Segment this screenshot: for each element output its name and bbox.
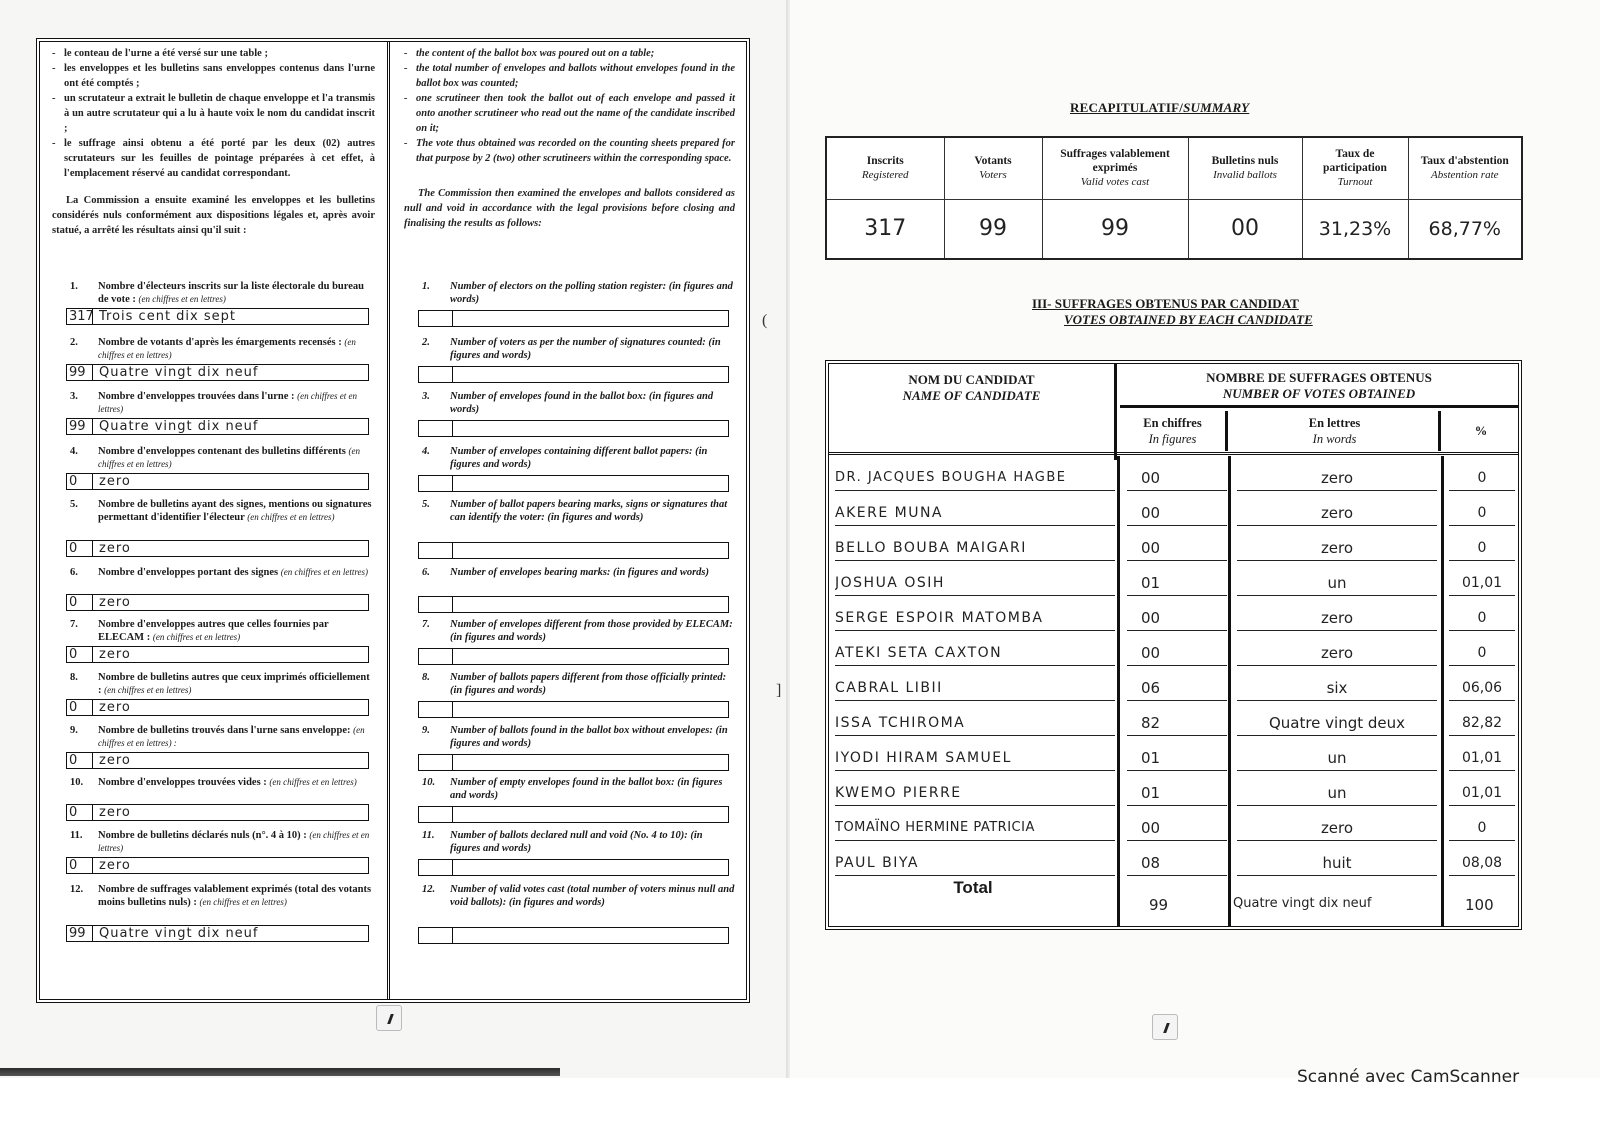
question-item: 10. Nombre d'enveloppes trouvées vides : (en chiffres et en lettres) 0 zero — [52, 776, 375, 789]
turnout-value: 31,23% — [1302, 199, 1408, 259]
question-item: 10. Number of empty envelopes found in the ballot box: (in figures and words) — [404, 776, 735, 802]
margin-mark: ( — [762, 312, 768, 329]
question-item: 12. Nombre de suffrages valablement exprimés (total des votants moins bulletins nuls) : (en chiffres et en lettres) 99 Quatre vingt dix neuf — [52, 883, 375, 909]
candidate-row: IYODI HIRAM SAMUEL 01 un 01,01 — [829, 740, 1518, 775]
bullet-item: - les enveloppes et les bulletins sans enveloppes contenus dans l'urne ont été comptés ; — [52, 63, 375, 89]
total-figure: 99 — [1149, 896, 1169, 914]
valid-votes-value: 99 — [1042, 199, 1188, 259]
header-candidate-name: NOM DU CANDIDAT NAME OF CANDIDATE — [829, 364, 1117, 460]
candidate-row: KWEMO PIERRE 01 un 01,01 — [829, 775, 1518, 810]
bullet-item: - le suffrage ainsi obtenu a été porté par les deux (02) autres scrutateurs sur les feuilles de pointage préparées à cet effet, à l'emplacement réservé au candidat correspondant. — [52, 138, 375, 179]
candidate-row: JOSHUA OSIH 01 un 01,01 — [829, 565, 1518, 600]
bullet-item: - the total number of envelopes and ballots without envelopes found in the ballot box was counted; — [404, 63, 735, 89]
header-votes-obtained: NOMBRE DE SUFFRAGES OBTENUS NUMBER OF VOTES OBTAINED — [1120, 364, 1518, 408]
question-item: 3. Number of envelopes found in the ballot box: (in figures and words) — [404, 390, 735, 416]
answer-field[interactable]: 0 zero — [66, 646, 369, 663]
answer-field[interactable]: 0 zero — [66, 857, 369, 874]
answer-field[interactable] — [418, 859, 729, 876]
answer-field[interactable] — [418, 596, 729, 613]
answer-field[interactable]: 0 zero — [66, 594, 369, 611]
answer-field[interactable] — [418, 927, 729, 944]
bullet-item: - The vote thus obtained was recorded on the counting sheets prepared for that purpose by 2 (two) other scrutineers within the corresponding space. — [404, 138, 735, 164]
answer-field[interactable] — [418, 310, 729, 327]
bullet-item: - the content of the ballot box was poured out on a table; — [404, 48, 655, 59]
subheader-percent: % — [1474, 424, 1488, 438]
page-number-stamp — [1152, 1014, 1178, 1040]
page-number-stamp — [376, 1005, 402, 1031]
summary-header-turnout: Taux de participation Turnout — [1302, 137, 1408, 199]
answer-field[interactable] — [418, 806, 729, 823]
candidate-row: AKERE MUNA 00 zero 0 — [829, 495, 1518, 530]
count-report-form — [36, 38, 750, 1003]
answer-field[interactable]: 317 Trois cent dix sept — [66, 308, 369, 325]
summary-header-valid-votes: Suffrages valablement exprimés Valid votes cast — [1042, 137, 1188, 199]
abstention-value: 68,77% — [1408, 199, 1522, 259]
question-item: 6. Number of envelopes bearing marks: (in figures and words) — [404, 566, 735, 579]
question-item: 9. Number of ballots found in the ballot box without envelopes: (in figures and words) — [404, 724, 735, 750]
subheader-words: En lettres In words — [1231, 411, 1441, 451]
candidate-row: SERGE ESPOIR MATOMBA 00 zero 0 — [829, 600, 1518, 635]
summary-header-row — [826, 137, 1522, 199]
english-column — [392, 42, 747, 999]
summary-header-abstention: Taux d'abstention Abstention rate — [1408, 137, 1522, 199]
question-item: 8. Nombre de bulletins autres que ceux imprimés officiellement : (en chiffres et en lettres) 0 zero — [52, 671, 375, 697]
question-item: 7. Nombre d'enveloppes autres que celles fournies par ELECAM : (en chiffres et en lettres) 0 zero — [52, 618, 375, 644]
total-percent: 100 — [1465, 896, 1494, 914]
answer-field[interactable] — [418, 475, 729, 492]
question-item: 4. Nombre d'enveloppes contenant des bulletins différents (en chiffres et en lettres) 0 zero — [52, 445, 375, 471]
question-item: 5. Number of ballot papers bearing marks, signs or signatures that can identify the voter: (in figures and words) — [404, 498, 735, 524]
bullet-item: - le conteau de l'urne a été versé sur une table ; — [52, 48, 268, 59]
answer-field[interactable]: 0 zero — [66, 540, 369, 557]
question-item: 3. Nombre d'enveloppes trouvées dans l'urne : (en chiffres et en lettres) 99 Quatre vingt dix neuf — [52, 390, 375, 416]
total-words: Quatre vingt dix neuf — [1233, 896, 1372, 911]
answer-field[interactable]: 99 Quatre vingt dix neuf — [66, 925, 369, 942]
summary-header-voters: Votants Voters — [944, 137, 1042, 199]
commission-paragraph: La Commission a ensuite examiné les enveloppes et les bulletins considérés nuls conformément aux dispositions légales et, après avoir statué, a arrêté les résultats ainsi qu'il suit : — [52, 195, 375, 236]
summary-value-row — [826, 199, 1522, 259]
margin-mark: ] — [776, 682, 782, 699]
camscanner-watermark: Scanné avec CamScanner — [1297, 1067, 1520, 1087]
question-item: 1. Number of electors on the polling station register: (in figures and words) — [404, 280, 735, 306]
question-item: 8. Number of ballots papers different from those officially printed: (in figures and words) — [404, 671, 735, 697]
candidate-row: PAUL BIYA 08 huit 08,08 — [829, 845, 1518, 880]
question-item: 7. Number of envelopes different from those provided by ELECAM: (in figures and words) — [404, 618, 735, 644]
candidate-row: TOMAÏNO HERMINE PATRICIA 00 zero 0 — [829, 810, 1518, 845]
question-item: 12. Number of valid votes cast (total number of voters minus null and void ballots): (in figures and words) — [404, 883, 735, 909]
answer-field[interactable] — [418, 701, 729, 718]
question-item: 11. Number of ballots declared null and void (No. 4 to 10): (in figures and words) — [404, 829, 735, 855]
total-row — [829, 892, 1518, 926]
question-item: 5. Nombre de bulletins ayant des signes, mentions ou signatures permettant d'identifier l'électeur (en chiffres et en lettres) 0 zero — [52, 498, 375, 524]
total-label: Total — [953, 878, 993, 897]
commission-paragraph: The Commission then examined the envelopes and ballots considered as null and void in accordance with the legal provisions before closing and finalising the results as follows: — [404, 188, 735, 229]
question-item: 4. Number of envelopes containing different ballot papers: (in figures and words) — [404, 445, 735, 471]
summary-header-registered: Inscrits Registered — [826, 137, 944, 199]
registered-value: 317 — [826, 199, 944, 259]
summary-header-invalid: Bulletins nuls Invalid ballots — [1188, 137, 1302, 199]
summary-table — [825, 136, 1523, 260]
answer-field[interactable] — [418, 420, 729, 437]
answer-field[interactable]: 99 Quatre vingt dix neuf — [66, 418, 369, 435]
candidate-row: CABRAL LIBII 06 six 06,06 — [829, 670, 1518, 705]
candidate-row: ISSA TCHIROMA 82 Quatre vingt deux 82,82 — [829, 705, 1518, 740]
answer-field[interactable]: 99 Quatre vingt dix neuf — [66, 364, 369, 381]
french-column — [40, 42, 390, 999]
summary-title: RECAPITULATIF/SUMMARY — [1070, 100, 1250, 115]
question-item: 6. Nombre d'enveloppes portant des signes (en chiffres et en lettres) 0 zero — [52, 566, 375, 579]
section-3-title: III- SUFFRAGES OBTENUS PAR CANDIDAT VOTES OBTAINED BY EACH CANDIDATE — [1032, 296, 1313, 327]
answer-field[interactable] — [418, 648, 729, 665]
answer-field[interactable]: 0 zero — [66, 752, 369, 769]
answer-field[interactable]: 0 zero — [66, 699, 369, 716]
bullet-item: - one scrutineer then took the ballot out of each envelope and passed it onto another scrutineer who read out the name of the candidate inscribed on it; — [404, 93, 735, 134]
answer-field[interactable] — [418, 754, 729, 771]
answer-field[interactable]: 0 zero — [66, 473, 369, 490]
question-item: 2. Nombre de votants d'après les émargements recensés : (en chiffres et en lettres) 99 Quatre vingt dix neuf — [52, 336, 375, 362]
candidate-row: ATEKI SETA CAXTON 00 zero 0 — [829, 635, 1518, 670]
question-item: 11. Nombre de bulletins déclarés nuls (n°. 4 à 10) : (en chiffres et en lettres) 0 zero — [52, 829, 375, 855]
voters-value: 99 — [944, 199, 1042, 259]
header-divider — [829, 452, 1518, 456]
question-item: 9. Nombre de bulletins trouvés dans l'urne sans enveloppe: (en chiffres et en lettres) : 0 zero — [52, 724, 375, 750]
candidate-row: BELLO BOUBA MAIGARI 00 zero 0 — [829, 530, 1518, 565]
invalid-ballots-value: 00 — [1188, 199, 1302, 259]
answer-field[interactable] — [418, 542, 729, 559]
question-item: 1. Nombre d'électeurs inscrits sur la liste électorale du bureau de vote : (en chiffres et en lettres) 317 Trois cent dix sept — [52, 280, 375, 306]
page-edge-shadow — [0, 1068, 560, 1076]
question-item: 2. Number of voters as per the number of signatures counted: (in figures and words) — [404, 336, 735, 362]
answer-field[interactable] — [418, 366, 729, 383]
answer-field[interactable]: 0 zero — [66, 804, 369, 821]
candidate-row: DR. JACQUES BOUGHA HAGBE 00 zero 0 — [829, 460, 1518, 495]
bullet-item: - un scrutateur a extrait le bulletin de chaque enveloppe et l'a transmis à un autre scrutateur qui a lu à haute voix le nom du candidat inscrit ; — [52, 93, 375, 134]
subheader-figures: En chiffres In figures — [1120, 411, 1228, 451]
votes-by-candidate-table — [825, 360, 1522, 930]
